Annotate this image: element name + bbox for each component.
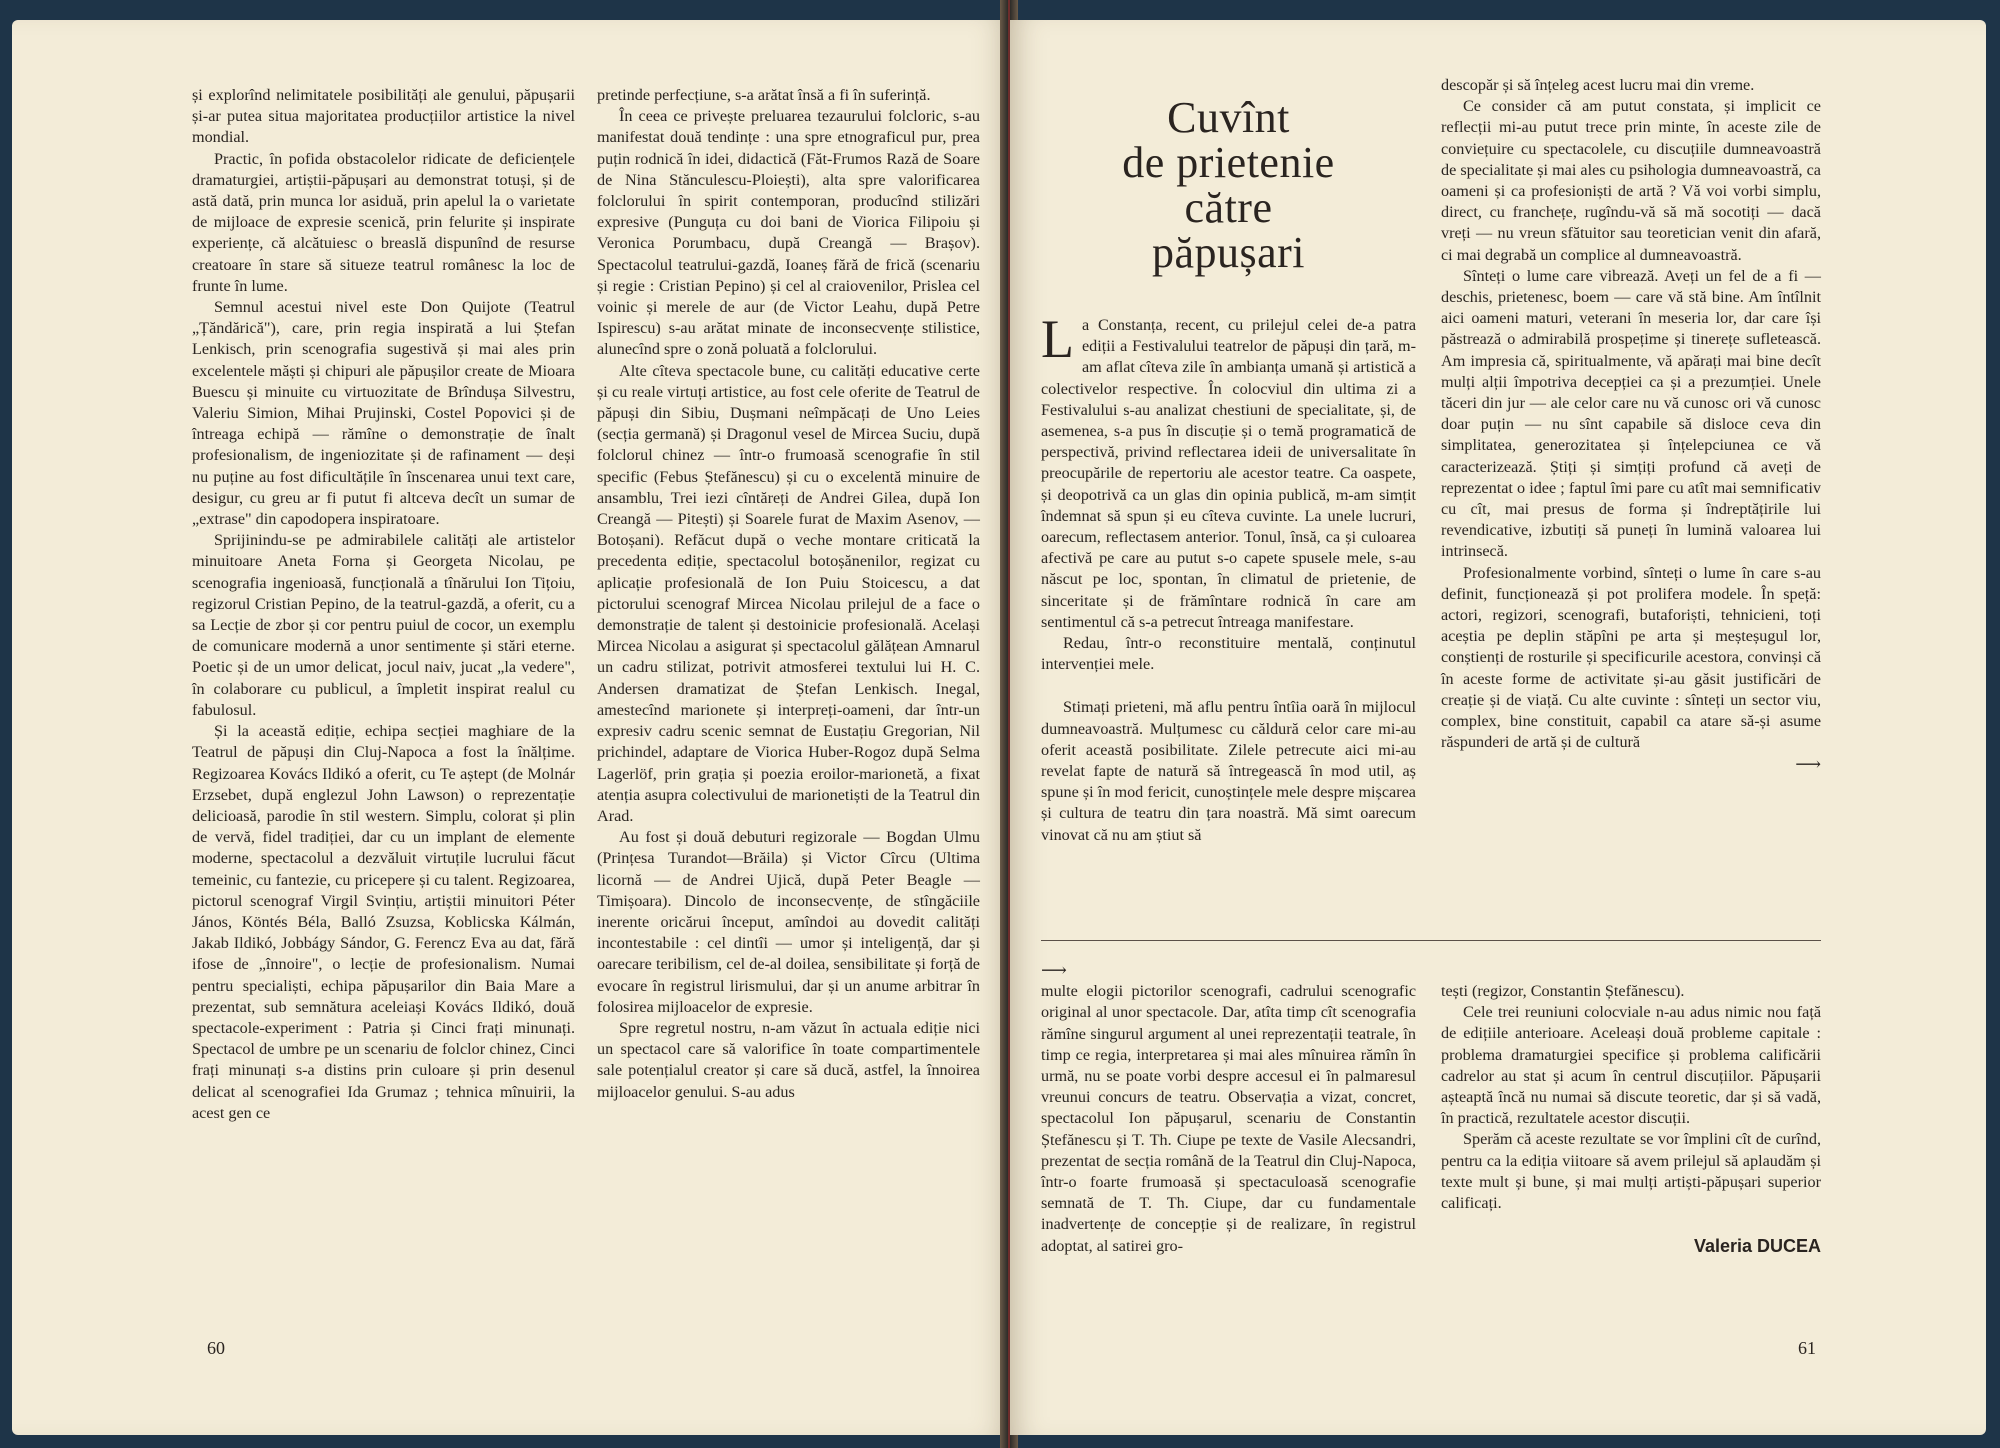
paragraph: Sînteți o lume care vibrează. Aveți un fel de a fi — deschis, prietenesc, boem — care vă stă bine. Am întîlnit aici oameni maturi, veterani în meseria lor, dar care își păstrează o admirabilă prospețime și tinerețe sufletească. Am impresia că, spiritualmente, vă apărați mai bine decît mulți alții împotriva decepției ca și a prezumției. Unele tăceri din jur — ale celor care nu vă cunosc ori vă cunosc doar puțin — nu sînt capabile să disloce ceva din simplitatea, generozitatea și înțelepciunea ce vă caracterizează. Știți și simțiți profund că aveți de reprezentat o idee ; faptul îmi pare cu atît mai semnificativ cu cît, mai presus de forma și îndreptățirile lui revendicative, izbutiți să puneți în lumină valoarea lui intrinsecă. [1441, 266, 1821, 561]
paragraph: multe elogii pictorilor scenografi, cadrului scenografic original al unor spectacole. Dar, atîta timp cît scenografia rămîne singurul argument al unei reprezentații teatrale, în timp ce regia, interpretarea și mai ales mînuirea rămîn în urmă, nu se poate vorbi despre accesul ei în palmaresul vreunui concurs de teatru. Observația a vizat, concret, spectacolul Ion păpușarul, scenariu de Constantin Ștefănescu și T. Th. Ciupe pe texte de Vasile Alecsandri, prezentat de secția română de la Teatrul din Cluj-Napoca, într-o foarte frumoasă și spectaculoasă scenografie semnată de T. Th. Ciupe, dar cu fundamentale inadvertențe de concepție și de realizare, în registrul adoptat, al satirei gro- [1041, 982, 1416, 1255]
paragraph: descopăr și să înțeleg acest lucru mai din vreme. [1441, 76, 1755, 94]
right-column-2 [1441, 75, 1821, 775]
paragraph: Practic, în pofida obstacolelor ridicate de deficiențele dramaturgiei, artiștii-păpușari au demonstrat totuși, și de astă dată, prin munca lor asiduă, prin apelul la o varietate de mijloace de expresie scenică, prin felurite și inspirate experiențe, că alcătuiesc o breaslă dispunînd de resurse creatoare în stare să situeze teatrul românesc la loc de frunte în lume. [192, 149, 575, 295]
left-column-1 [192, 85, 575, 1124]
section-divider [1041, 940, 1821, 941]
paragraph: În ceea ce privește preluarea tezaurului folcloric, s-au manifestat două tendințe : una spre etnograficul pur, prea puțin rodnică în idei, didactică (Făt-Frumos Rază de Soare de Nina Stănculescu-Ploiești), alta spre valorificarea folclorului în spirit contemporan, producînd stilizări expresive (Punguța cu doi bani de Viorica Filipoiu și Veronica Porumbacu, după Creangă — Brașov). Spectacolul teatrului-gazdă, Ioaneș fără de frică (scenariu și regie : Cristian Pepino) și cel al craiovenilor, Prislea cel voinic și merele de aur (de Victor Leahu, după Petre Ispirescu) s-au arătat minate de inconsecvențe stilistice, alunecînd spre o zonă poluată a folclorului. [597, 107, 980, 359]
paragraph: tești (regizor, Constantin Ștefănescu). [1441, 982, 1685, 1000]
left-column-2 [597, 85, 980, 1103]
spacer [1041, 675, 1416, 697]
paragraph: Ce consider că am putut constata, și implicit ce reflecții mi-au putut trece prin minte, în aceste zile de conviețuire cu spectacolele, cu discuțiile dumneavoastră de specialitate și mai ales cu psihologia dumneavoastră, ca oameni și ca profesioniști de artă ? Vă voi vorbi simplu, direct, cu franchețe, rugîndu-vă să mă socotiți — dacă vreți — nu vreun sfătuitor sau teoretician venit din afară, ci mai degrabă un complice al dumneavoastră. [1441, 97, 1821, 264]
article-title [1041, 95, 1416, 275]
drop-cap: L [1041, 309, 1074, 369]
continued-arrow-icon: ⟶ [1041, 960, 1067, 980]
page-number-left: 60 [207, 1338, 225, 1358]
paragraph: Cele trei reuniuni colocviale n-au adus nimic nou față de edițiile anterioare. Aceleași două probleme capitale : problema dramaturgiei specifice și problema calificării cadrelor au stat și acum în centrul discuțiilor. Păpușarii așteaptă încă nu numai să discute teoretic, dar și să vadă, în practică, rezultatele acestor discuții. [1441, 1003, 1821, 1128]
title-line: păpușari [1151, 228, 1306, 277]
paragraph-text: a Constanța, recent, cu prilejul celei de-a patra ediții a Festivalului teatrelor de păpuși din țară, m-am aflat cîteva zile în ambianța umană și artistică a colectivelor respective. În colocviul din ultima zi a Festivalului s-au analizat chestiuni de specialitate, și, de asemenea, s-a pus în discuție și o temă programatică de perspectivă, privind reflectarea ideii de universalitate în preocupările de repertoriu ale acestor teatre. Ca oaspete, și deopotrivă ca un glas din opinia publică, m-am simțit îndemnat să spun și eu cîteva cuvinte. La unele lucruri, oarecum, reflectasem anterior. Tonul, însă, ca și culoarea afectivă pe care au putut s-o capete spusele mele, s-au născut pe loc, spontan, în climatul de prietenie, de sinceritate și de frămîntare rodnică în care am sentimentul că s-a petrecut întreaga manifestare. [1041, 316, 1416, 631]
paragraph: și explorînd nelimitatele posibilități ale genului, păpușarii și-ar putea situa majoritatea producțiilor artistice la nivel mondial. [192, 86, 575, 147]
paragraph: Redau, într-o reconstituire mentală, conținutul intervenției mele. [1041, 634, 1416, 674]
paragraph: Profesionalmente vorbind, sînteți o lume în care s-au definit, funcționează și pot prolifera modele. În speță: actori, regizori, scenografi, butaforiști, tehnicieni, toți aceștia pe deplin stăpîni pe arta și meșteșugul lor, conștienți de rosturile și specificurile acestora, convinși că în aceste forme de activitate și-au găsit justificări de creație și de viață. Cu alte cuvinte : sînteți un sector viu, complex, bine constituit, capabil ca atare să-și asume răspunderi de artă și de cultură [1441, 563, 1821, 752]
page-number-right: 61 [1798, 1338, 1816, 1358]
paragraph: Alte cîteva spectacole bune, cu calități educative certe și cu reale virtuți artistice, au fost cele oferite de Teatrul de păpuși din Sibiu, Dușmani neîmpăcați de Uno Leies (secția germană) și Dragonul vesel de Mircea Suciu, după folclorul chinez — într-o frumoasă scenografie în stil specific (Febus Ștefănescu) și cu o excelentă minuire de ansamblu, Trei iezi cîntăreți de Andrei Gilea, după Ion Creangă — Pitești) și Soarele furat de Maxim Asenov, — Botoșani). Refăcut după o veche montare criticată la precedenta ediție, spectacolul botoșănenilor, regizat cu aplicație profesională de Ion Puiu Stoicescu, a dat pictorului scenograf Mircea Nicolau prilejul de a face o demonstrație de talent și destoinicie profesională. Același Mircea Nicolau a asigurat și spectacolul gălățean Amnarul un cadru stilizat, potrivit atmosferei textului lui H. C. Andersen dramatizat de Ștefan Lenkisch. Inegal, amestecînd marionete și interpreți-oameni, dar într-un expresiv cadru scenic semnat de Eustațiu Gregorian, Nil prichindel, adaptare de Viorica Huber-Rogoz după Selma Lagerlöf, prin grația și poezia eroilor-marionetă, a fixat atenția asupra colectivului de marionetiști de la Teatrul din Arad. [597, 361, 980, 825]
left-page [12, 20, 1008, 1435]
title-line: către [1184, 183, 1273, 232]
author-signature: Valeria DUCEA [1693, 1236, 1821, 1257]
paragraph: Semnul acestui nivel este Don Quijote (Teatrul „Țăndărică"), care, prin regia inspirată a lui Ștefan Lenkisch, prin scenografia sugestivă și mai ales prin excelentele măști și chipuri ale păpușilor create de Mioara Buescu și minuite cu virtuozitate de Brîndușa Silvestru, Valeriu Simion, Mihai Prujinski, Costel Popovici și de întreaga echipă — rămîne o demonstrație de înalt profesionalism, de ingeniozitate și de rafinament — deși nu puține au fost dificultățile în înscenarea unui text care, desigur, cu greu ar fi putut fi altceva decît un sumar de „extrase" din capodopera inspiratoare. [192, 298, 575, 529]
paragraph: pretinde perfecțiune, s-a arătat însă a fi în suferință. [597, 86, 931, 104]
right-column-4 [1441, 960, 1821, 1257]
title-line: Cuvînt [1167, 93, 1290, 142]
right-column-3 [1041, 960, 1416, 1257]
opening-paragraph [1041, 309, 1416, 633]
paragraph: Spre regretul nostru, n-am văzut în actuala ediție nici un spectacol care să valorifice în toate compartimentele sale potențialul creator și care să ducă, astfel, la înnoirea mijloacelor genului. S-au adus [597, 1018, 980, 1101]
continue-arrow-icon: ⟶ [1795, 753, 1821, 774]
paragraph: Și la această ediție, echipa secției maghiare de la Teatrul de păpuși din Cluj-Napoca a fost la înălțime. Regizoarea Kovács Ildikó a oferit, cu Te aștept (de Molnár Erzsebet, după englezul John Lawson) o reprezentație delicioasă, parodie în stil western. Simplu, colorat și plin de vervă, fidel tradiției, dar cu un implant de elemente moderne, spectacolul a dezvăluit virtuțile lucrului făcut temeinic, cu fantezie, cu pricepere și cu talent. Regizoarea, pictorul scenograf Virgil Svințiu, artiștii minuitori Péter János, Köntés Béla, Balló Zsuzsa, Koblicska Kálmán, Jakab Ildikó, Jobbágy Sándor, G. Ferencz Eva au dat, fără ifose de „înnoire", o lecție de profesionalism. Numai pentru specialiști, echipa păpușarilor din Baia Mare a prezentat, sub semnătura aceleiași Kovács Ildikó, două spectacole-experiment : Patria și Cinci frați minunați. Spectacol de umbre pe un scenariu de folclor chinez, Cinci frați minunați s-a distins prin culoare și prin desenul delicat al scenografiei Ida Grumaz ; tehnica mînuirii, la acest gen ce [192, 722, 575, 1122]
paragraph: Sprijinindu-se pe admirabilele calități ale artistelor minuitoare Aneta Forna și Georgeta Nicolau, pe scenografia ingenioasă, funcțională a tînărului Ion Tițoiu, regizorul Cristian Pepino, de la teatrul-gazdă, a oferit, cu a sa Lecție de zbor și cor pentru puiul de cocor, un exemplu de comunicare modernă a unor sentimente și stări eterne. Poetic și de un umor delicat, jocul naiv, jucat „la vedere", în colaborare cu publicul, a împletit inspirat realul cu fabulosul. [192, 531, 575, 719]
paragraph: Stimați prieteni, mă aflu pentru întîia oară în mijlocul dumneavoastră. Mulțumesc cu căldură celor care mi-au oferit această posibilitate. Zilele petrecute aici mi-au revelat fapte de natură să întregească în mod util, aș spune și în mod fericit, cunoștințele mele despre mișcarea și cultura de teatru din țara noastră. Mă simt oarecum vinovat că nu am știut să [1041, 698, 1416, 844]
right-column-1 [1041, 75, 1416, 846]
title-line: de prietenie [1122, 138, 1335, 187]
paragraph: Au fost și două debuturi regizorale — Bogdan Ulmu (Prințesa Turandot—Brăila) și Victor Cîrcu (Ultima licornă — de Andrei Ujică, după Peter Beagle — Timișoara). Dincolo de inconsecvențe, de stîngăciile inerente oricărui început, amîndoi au dovedit calități incontestabile : cel dintîi — umor și inteligență, dar și oarecare teribilism, cel de-al doilea, sensibilitate și forță de evocare în registrul lirismului, dar și un anume arbitrar în folosirea mijloacelor de expresie. [597, 828, 980, 1016]
paragraph: Sperăm că aceste rezultate se vor împlini cît de curînd, pentru ca la ediția viitoare să avem prilejul să aplaudăm și texte mult și bune, și mai mulți artiști-păpușari superior calificați. [1441, 1130, 1821, 1213]
